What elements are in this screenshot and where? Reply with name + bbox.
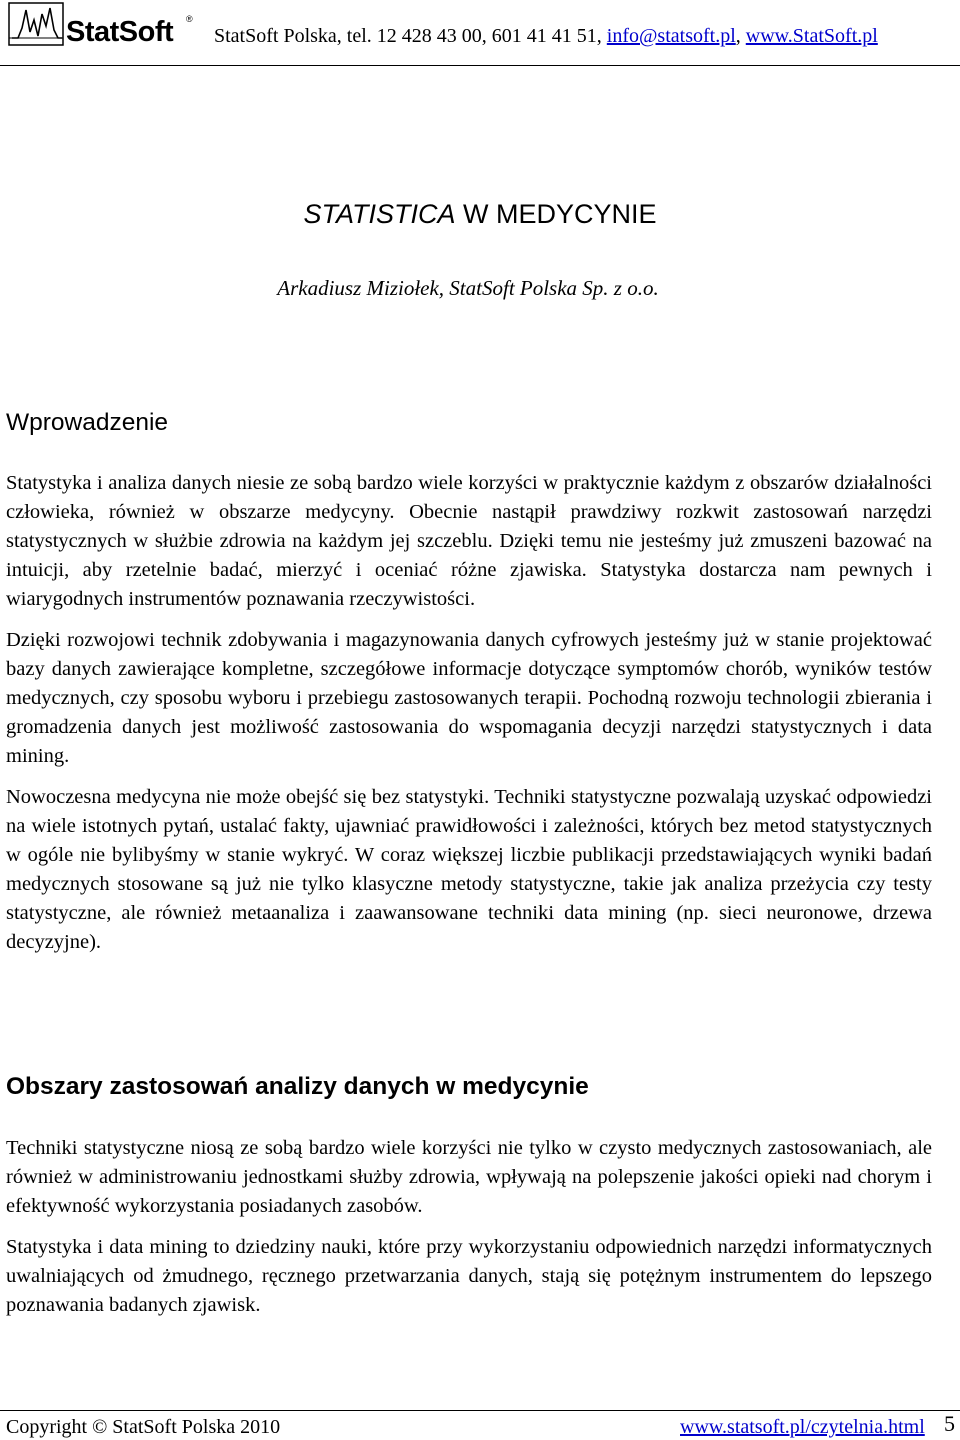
copyright-text: Copyright © StatSoft Polska 2010 bbox=[6, 1416, 281, 1438]
statsoft-logo-icon bbox=[8, 2, 64, 46]
contact-info bbox=[214, 24, 878, 48]
paragraph: Dzięki rozwojowi technik zdobywania i magazynowania danych cyfrowych jesteśmy już w stanie projektować bazy danych zawierające kompletne, szczegółowe informacje dotyczące symptomów chorób, wyników testów medycznych, czy sposobu wyboru i przebiegu zastosowanych terapii. Pochodną rozwoju technologii zbierania i gromadzenia danych jest możliwość zastosowania do wspomagania decyzji narzędzi statystycznych i data mining. bbox=[6, 629, 932, 767]
contact-phone: StatSoft Polska, tel. 12 428 43 00, 601 41 41 51, bbox=[214, 25, 607, 47]
statsoft-logo-text: StatSoft bbox=[66, 16, 174, 48]
title-italic: STATISTICA bbox=[303, 199, 456, 229]
heading-introduction: Wprowadzenie bbox=[6, 409, 169, 436]
website-link[interactable]: www.StatSoft.pl bbox=[745, 25, 878, 47]
paragraph: Nowoczesna medycyna nie może obejść się bez statystyki. Techniki statystyczne pozwalają uzyskać odpowiedzi na wiele istotnych pytań, ustalać fakty, ujawniać prawidłowości i zależności, których bez metod statystycznych w ogóle nie bylibyśmy w stanie wykryć. W coraz większej liczbie publikacji przedstawiających wyniki badań medycznych stosowane są już nie tylko klasyczne metody statystyczne, takie jak analiza przeżycia czy testy statystyczne, ale również metaanaliza i zaawansowane techniki data mining (np. sieci neuronowe, drzewa decyzyjne). bbox=[6, 786, 932, 953]
paragraph: Statystyka i analiza danych niesie ze sobą bardzo wiele korzyści w praktycznie każdym z obszarów działalności człowieka, również w obszarze medycyny. Obecnie nastąpił prawdziwy rozkwit zastosowań narzędzi statystycznych w służbie zdrowia na każdym jej szczeblu. Dzięki temu nie jesteśmy już zmuszeni bazować na intuicji, aby rzetelnie badać, mierzyć i oceniać różne zjawiska. Statystyka dostarcza nam pewnych i wiarygodnych instrumentów poznawania rzeczywistości. bbox=[6, 472, 932, 610]
page-footer bbox=[6, 1413, 956, 1440]
author-line: Arkadiusz Miziołek, StatSoft Polska Sp. z o.o. bbox=[277, 276, 659, 300]
footer-link[interactable]: www.statsoft.pl/czytelnia.html bbox=[680, 1416, 925, 1438]
header-divider bbox=[0, 65, 960, 66]
paragraph: Techniki statystyczne niosą ze sobą bardzo wiele korzyści nie tylko w czysto medycznych zastosowaniach, ale również w administrowaniu jednostkami służby zdrowia, wpływają na polepszenie jakości opieki nad chorym i efektywność wykorzystania posiadanych zasobów. bbox=[6, 1137, 932, 1217]
application-areas-section bbox=[6, 1134, 932, 1332]
heading-application-areas: Obszary zastosowań analizy danych w medycynie bbox=[6, 1073, 589, 1100]
introduction-section bbox=[6, 469, 932, 969]
registered-mark: ® bbox=[186, 14, 193, 24]
title-rest: W MEDYCYNIE bbox=[455, 199, 657, 229]
email-link[interactable]: info@statsoft.pl bbox=[606, 25, 736, 47]
paragraph: Statystyka i data mining to dziedziny nauki, które przy wykorzystaniu odpowiednich narzędzi informatycznych uwalniających od żmudnego, ręcznego przetwarzania danych, stają się potężnym instrumentem do lepszego poznawania badanych zjawisk. bbox=[6, 1236, 932, 1316]
document-title bbox=[0, 198, 960, 230]
page-number: 5 bbox=[944, 1411, 955, 1436]
contact-separator: , bbox=[735, 25, 746, 47]
page-header bbox=[0, 0, 960, 66]
footer-divider bbox=[0, 1410, 960, 1411]
